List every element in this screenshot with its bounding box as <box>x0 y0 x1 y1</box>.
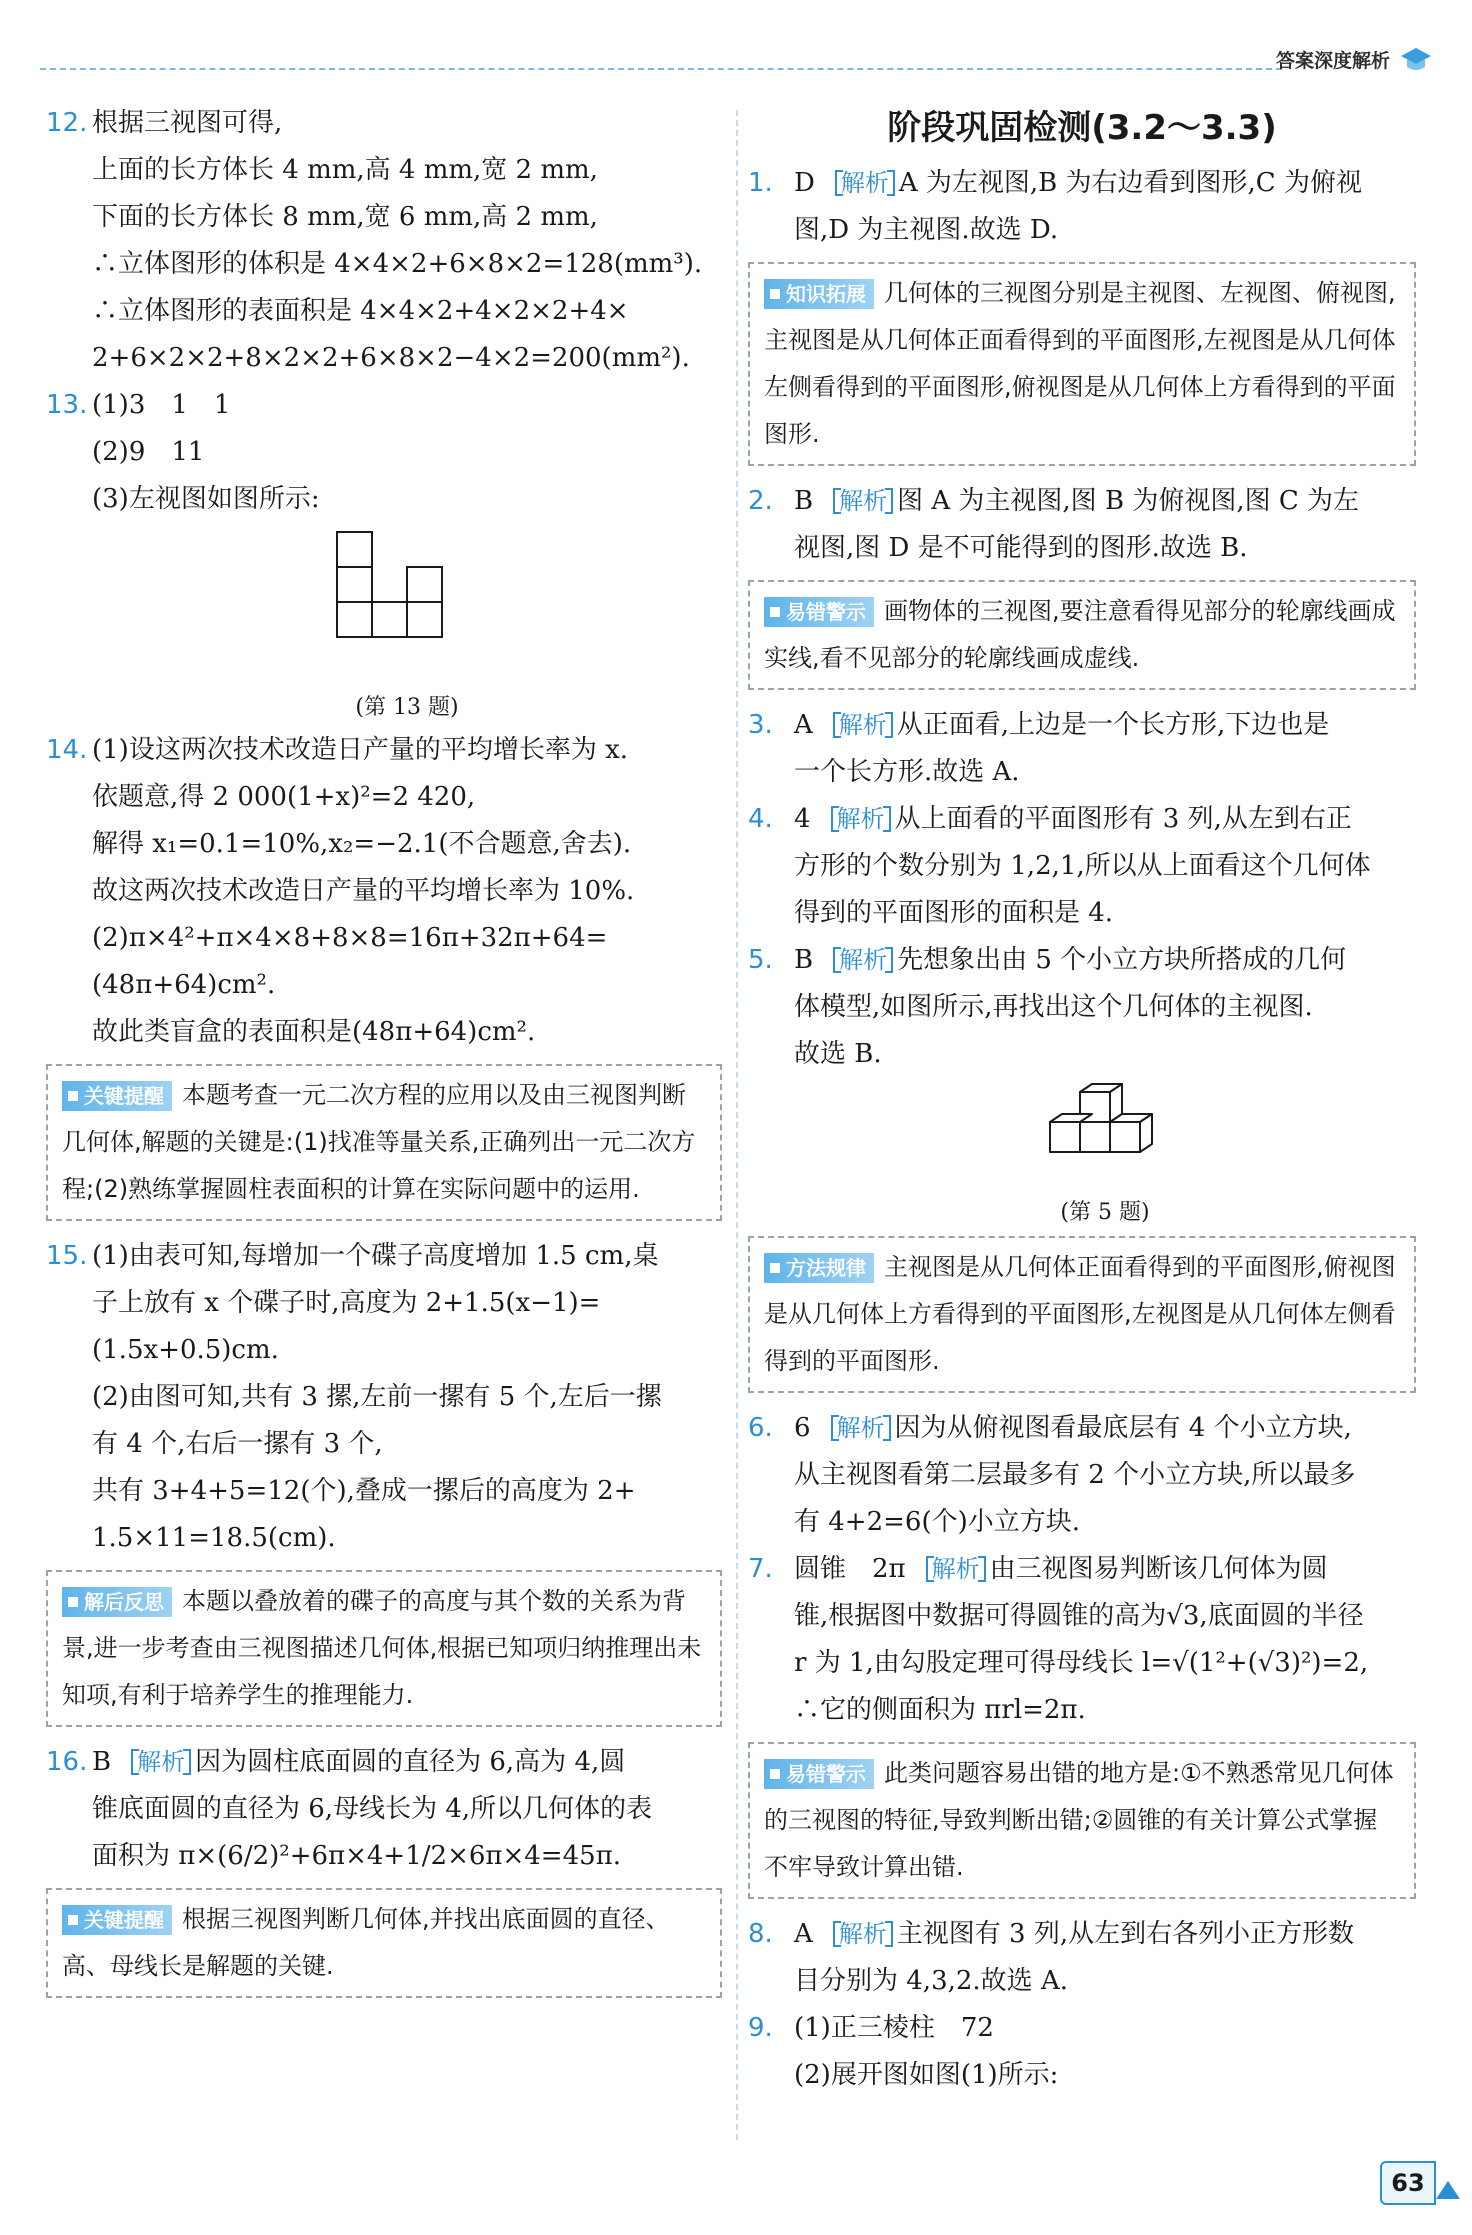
header-divider <box>40 68 1282 70</box>
note-reflection <box>46 1570 722 1727</box>
answer-line <box>794 478 1416 525</box>
analysis-tag: 解析 <box>926 1554 986 1584</box>
text-line: 2+6×2×2+8×2×2+6×8×2−4×2=200(mm²). <box>92 343 690 373</box>
answer: 4 <box>794 804 811 834</box>
text-line: 有 4 个,右后一摞有 3 个, <box>92 1429 383 1459</box>
text-line: r 为 1,由勾股定理可得母线长 l=√(1²+(√3)²)=2, <box>794 1648 1369 1678</box>
note-tag: 关键提醒 <box>62 1081 172 1111</box>
question-number: 13. <box>46 390 88 420</box>
answer: A <box>794 1919 813 1949</box>
note-error-warning <box>748 1742 1416 1899</box>
text-line: 方形的个数分别为 1,2,1,所以从上面看这个几何体 <box>794 851 1371 881</box>
page-number: 63 <box>1380 2161 1436 2205</box>
text-line: ∴立体图形的体积是 4×4×2+6×8×2=128(mm³). <box>92 249 703 279</box>
question-15 <box>46 1233 722 1562</box>
answer-line <box>794 1405 1416 1452</box>
analysis-tag: 解析 <box>831 1413 891 1443</box>
question-1 <box>748 160 1416 254</box>
question-number: 1. <box>748 168 773 198</box>
figure-caption: (第 5 题) <box>1060 1200 1150 1225</box>
question-16 <box>46 1739 722 1880</box>
answer-line <box>794 1911 1416 1958</box>
note-tag: 知识拓展 <box>764 279 874 309</box>
text-line: 主视图有 3 列,从左到右各列小正方形数 <box>896 1919 1355 1949</box>
question-number: 2. <box>748 486 773 516</box>
text-line: 从主视图看第二层最多有 2 个小立方块,所以最多 <box>794 1460 1356 1490</box>
note-text: 此类问题容易出错的地方是:①不熟悉常见几何体的三视图的特征,导致判断出错;②圆锥的有关计算公式掌握不牢导致计算出错. <box>764 1759 1394 1881</box>
note-method-rule <box>748 1236 1416 1393</box>
note-key-reminder <box>46 1064 722 1221</box>
right-column <box>748 100 1416 2099</box>
text-line: 目分别为 4,3,2.故选 A. <box>794 1966 1068 1996</box>
text-line: 一个长方形.故选 A. <box>794 757 1020 787</box>
header-title: 答案深度解析 <box>1275 50 1390 72</box>
note-key-reminder <box>46 1888 722 1998</box>
note-text: 画物体的三视图,要注意看得见部分的轮廓线画成实线,看不见部分的轮廓线画成虚线. <box>764 597 1396 672</box>
graduation-cap-icon <box>1400 44 1432 76</box>
question-13 <box>46 382 722 723</box>
text-line: 因为圆柱底面圆的直径为 6,高为 4,圆 <box>195 1747 626 1777</box>
question-number: 14. <box>46 735 88 765</box>
text-line: 从正面看,上边是一个长方形,下边也是 <box>896 710 1330 740</box>
answer: 圆锥 2π <box>794 1554 906 1584</box>
analysis-tag: 解析 <box>835 168 895 198</box>
note-tag: 易错警示 <box>764 597 874 627</box>
left-view-drawing <box>327 527 487 677</box>
cube-model-drawing <box>1030 1082 1180 1182</box>
text-line: 1.5×11=18.5(cm). <box>92 1523 336 1553</box>
analysis-tag: 解析 <box>833 486 893 516</box>
text-line: 因为从俯视图看最底层有 4 个小立方块, <box>894 1413 1352 1443</box>
text-line: ∴它的侧面积为 πrl=2π. <box>794 1695 1086 1725</box>
answer-line <box>92 1739 722 1786</box>
question-3 <box>748 702 1416 796</box>
question-number: 9. <box>748 2013 773 2043</box>
text-line: (2)展开图如图(1)所示: <box>794 2060 1059 2090</box>
answer-line <box>794 1546 1416 1593</box>
answer: B <box>92 1747 112 1777</box>
text-line: 面积为 π×(6/2)²+6π×4+1/2×6π×4=45π. <box>92 1841 622 1871</box>
question-number: 5. <box>748 945 773 975</box>
note-knowledge-extension <box>748 262 1416 466</box>
question-number: 3. <box>748 710 773 740</box>
page-header <box>40 40 1432 80</box>
text-line: 锥,根据图中数据可得圆锥的高为√3,底面圆的半径 <box>794 1601 1364 1631</box>
note-text: 几何体的三视图分别是主视图、左视图、俯视图,主视图是从几何体正面看得到的平面图形,左视图是从几何体左侧看得到的平面图形,俯视图是从几何体上方看得到的平面图形. <box>764 279 1396 448</box>
note-tag: 关键提醒 <box>62 1905 172 1935</box>
note-text: 根据三视图判断几何体,并找出底面圆的直径、高、母线长是解题的关键. <box>62 1905 670 1980</box>
text-line: 故这两次技术改造日产量的平均增长率为 10%. <box>92 876 635 906</box>
text-line: 根据三视图可得, <box>92 108 283 138</box>
text-line: 视图,图 D 是不可能得到的图形.故选 B. <box>794 533 1248 563</box>
section-title: 阶段巩固检测(3.2～3.3) <box>887 108 1277 148</box>
text-line: 图,D 为主视图.故选 D. <box>794 215 1059 245</box>
note-tag: 解后反思 <box>62 1587 172 1617</box>
text-line: (3)左视图如图所示: <box>92 484 320 514</box>
text-line: ∴立体图形的表面积是 4×4×2+4×2×2+4× <box>92 296 629 326</box>
note-text: 本题以叠放着的碟子的高度与其个数的关系为背景,进一步考查由三视图描述几何体,根据已知项归纳推理出未知项,有利于培养学生的推理能力. <box>62 1587 702 1709</box>
text-line: (2)π×4²+π×4×8+8×8=16π+32π+64= <box>92 923 608 953</box>
answer-line <box>794 796 1416 843</box>
answer: D <box>794 168 815 198</box>
text-line: 共有 3+4+5=12(个),叠成一摞后的高度为 2+ <box>92 1476 636 1506</box>
question-6 <box>748 1405 1416 1546</box>
answer-line <box>794 160 1416 207</box>
text-line: (2)由图可知,共有 3 摞,左前一摞有 5 个,左后一摞 <box>92 1382 662 1412</box>
text-line: 依题意,得 2 000(1+x)²=2 420, <box>92 782 476 812</box>
text-line: (48π+64)cm². <box>92 970 276 1000</box>
text-line: (1)正三棱柱 72 <box>794 2013 994 2043</box>
question-number: 7. <box>748 1554 773 1584</box>
text-line: 得到的平面图形的面积是 4. <box>794 898 1114 928</box>
question-number: 6. <box>748 1413 773 1443</box>
figure-caption: (第 13 题) <box>355 695 459 720</box>
analysis-tag: 解析 <box>831 804 891 834</box>
answer-line <box>794 937 1416 984</box>
text-line: (1)3 1 1 <box>92 390 231 420</box>
text-line: 图 A 为主视图,图 B 为俯视图,图 C 为左 <box>897 486 1360 516</box>
text-line: 锥底面圆的直径为 6,母线长为 4,所以几何体的表 <box>92 1794 653 1824</box>
note-tag: 方法规律 <box>764 1253 874 1283</box>
text-line: 有 4+2=6(个)小立方块. <box>794 1507 1081 1537</box>
text-line: 故选 B. <box>794 1039 882 1069</box>
text-line: (1.5x+0.5)cm. <box>92 1335 279 1365</box>
question-8 <box>748 1911 1416 2005</box>
answer-line <box>794 702 1416 749</box>
question-number: 12. <box>46 108 88 138</box>
cube-model-figure <box>794 1082 1416 1228</box>
note-error-warning <box>748 580 1416 690</box>
answer: B <box>794 945 814 975</box>
text-line: 故此类盲盒的表面积是(48π+64)cm². <box>92 1017 536 1047</box>
question-number: 15. <box>46 1241 88 1271</box>
answer: A <box>794 710 813 740</box>
question-number: 4. <box>748 804 773 834</box>
page-arrow-icon <box>1436 2181 1460 2199</box>
text-line: 从上面看的平面图形有 3 列,从左到右正 <box>894 804 1352 834</box>
text-line: A 为左视图,B 为右边看到图形,C 为俯视 <box>898 168 1362 198</box>
left-column <box>46 100 722 2010</box>
question-9 <box>748 2005 1416 2099</box>
note-tag: 易错警示 <box>764 1759 874 1789</box>
text-line: 下面的长方体长 8 mm,宽 6 mm,高 2 mm, <box>92 202 598 232</box>
text-line: (1)设这两次技术改造日产量的平均增长率为 x. <box>92 735 629 765</box>
text-line: (2)9 11 <box>92 437 205 467</box>
text-line: 子上放有 x 个碟子时,高度为 2+1.5(x−1)= <box>92 1288 601 1318</box>
text-line: 体模型,如图所示,再找出这个几何体的主视图. <box>794 992 1313 1022</box>
analysis-tag: 解析 <box>833 1919 893 1949</box>
note-text: 本题考查一元二次方程的应用以及由三视图判断几何体,解题的关键是:(1)找准等量关系,正确列出一元二次方程;(2)熟练掌握圆柱表面积的计算在实际问题中的运用. <box>62 1081 696 1203</box>
question-number: 16. <box>46 1747 88 1777</box>
question-12 <box>46 100 722 382</box>
left-view-figure <box>92 527 722 723</box>
question-number: 8. <box>748 1919 773 1949</box>
question-5 <box>748 937 1416 1228</box>
analysis-tag: 解析 <box>833 945 893 975</box>
text-line: 上面的长方体长 4 mm,高 4 mm,宽 2 mm, <box>92 155 598 185</box>
text-line: (1)由表可知,每增加一个碟子高度增加 1.5 cm,桌 <box>92 1241 659 1271</box>
text-line: 解得 x₁=0.1=10%,x₂=−2.1(不合题意,舍去). <box>92 829 632 859</box>
question-2 <box>748 478 1416 572</box>
answer: B <box>794 486 814 516</box>
analysis-tag: 解析 <box>131 1747 191 1777</box>
analysis-tag: 解析 <box>833 710 893 740</box>
question-14 <box>46 727 722 1056</box>
question-4 <box>748 796 1416 937</box>
column-divider <box>736 110 738 2140</box>
text-line: 先想象出由 5 个小立方块所搭成的几何 <box>897 945 1347 975</box>
text-line: 由三视图易判断该几何体为圆 <box>989 1554 1328 1584</box>
question-7 <box>748 1546 1416 1734</box>
note-text: 主视图是从几何体正面看得到的平面图形,俯视图是从几何体上方看得到的平面图形,左视图是从几何体左侧看得到的平面图形. <box>764 1253 1396 1375</box>
answer: 6 <box>794 1413 811 1443</box>
